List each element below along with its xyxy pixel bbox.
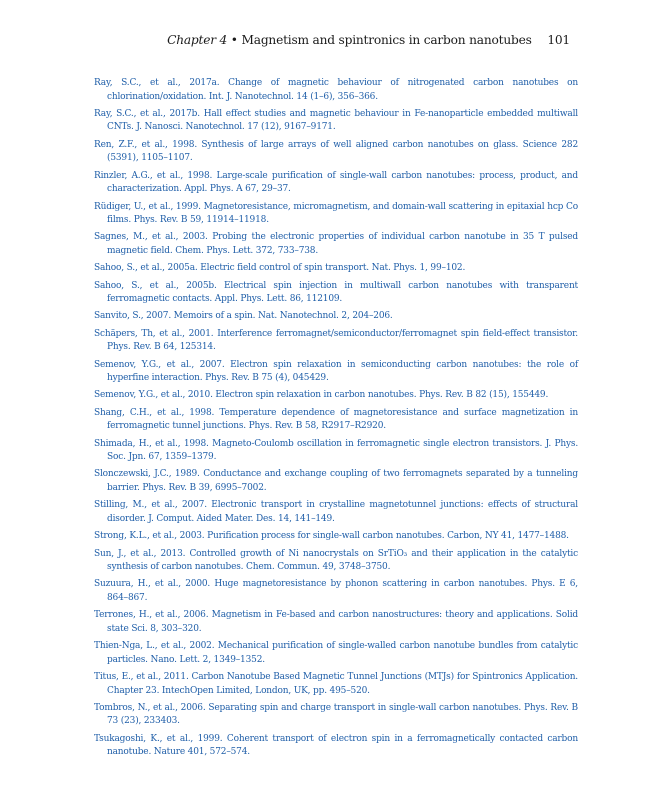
chapter-label: Chapter 4: [167, 33, 228, 47]
reference-item[interactable]: Rinzler, A.G., et al., 1998. Large-scale purification of single-wall carbon nanotubes: process, product, and characterization. Appl. Phys. A 67, 29–37.: [94, 170, 578, 195]
reference-item[interactable]: Slonczewski, J.C., 1989. Conductance and exchange coupling of two ferromagnets separated by a tunneling barrier. Phys. Rev. B 39, 6995–7002.: [94, 469, 578, 494]
reference-item[interactable]: Terrones, H., et al., 2006. Magnetism in Fe-based and carbon nanostructures: theory and applications. Solid state Sci. 8, 303–320.: [94, 610, 578, 634]
reference-item[interactable]: Sanvito, S., 2007. Memoirs of a spin. Nat. Nanotechnol. 2, 204–206.: [94, 311, 393, 322]
page-number: 101: [547, 33, 570, 47]
reference-item[interactable]: Shang, C.H., et al., 1998. Temperature dependence of magnetoresistance and surface magnetization in ferromagnetic tunnel junctions. Phys. Rev. B 58, R2917–R2920.: [94, 407, 578, 432]
reference-item[interactable]: Sun, J., et al., 2013. Controlled growth of Ni nanocrystals on SrTiO₃ and their application in the catalytic synthesis of carbon nanotubes. Chem. Commun. 49, 3748–3750.: [94, 548, 578, 573]
reference-list: [94, 77, 578, 764]
reference-item[interactable]: Rüdiger, U., et al., 1999. Magnetoresistance, micromagnetism, and domain-wall scattering in epitaxial hcp Co films. Phys. Rev. B 59, 11914–11918.: [94, 201, 578, 226]
reference-item[interactable]: Stilling, M., et al., 2007. Electronic transport in crystalline magnetotunnel junctions: effects of structural disorder. J. Comput. Aided Mater. Des. 14, 141–149.: [94, 500, 578, 524]
reference-item[interactable]: Ray, S.C., et al., 2017a. Change of magnetic behaviour of nitrogenated carbon nanotubes on chlorination/oxidation. Int. J. Nanotechnol. 14 (1–6), 356–366.: [94, 78, 578, 102]
reference-item[interactable]: Strong, K.L., et al., 2003. Purification process for single-wall carbon nanotubes. Carbon, NY 41, 1477–1488.: [94, 531, 569, 542]
running-header: [167, 33, 570, 47]
reference-item[interactable]: Thien-Nga, L., et al., 2002. Mechanical purification of single-walled carbon nanotube bundles from catalytic particles. Nano. Lett. 2, 1349–1352.: [94, 641, 578, 665]
chapter-title: Magnetism and spintronics in carbon nanotubes: [241, 33, 532, 47]
reference-item[interactable]: Tombros, N., et al., 2006. Separating spin and charge transport in single-wall carbon nanotubes. Phys. Rev. B 73 (23), 233403.: [94, 702, 578, 727]
reference-item[interactable]: Semenov, Y.G., et al., 2010. Electron spin relaxation in carbon nanotubes. Phys. Rev. B 82 (15), 155449.: [94, 390, 549, 401]
reference-item[interactable]: Ray, S.C., et al., 2017b. Hall effect studies and magnetic behaviour in Fe-nanoparticle embedded multiwall CNTs. J. Nanosci. Nanotechnol. 17 (12), 9167–9171.: [94, 108, 578, 133]
header-bullet: •: [230, 33, 238, 47]
reference-item[interactable]: Tsukagoshi, K., et al., 1999. Coherent transport of electron spin in a ferromagnetically contacted carbon nanotube. Nature 401, 572–574.: [94, 733, 578, 758]
reference-item[interactable]: Shimada, H., et al., 1998. Magneto-Coulomb oscillation in ferromagnetic single electron transistors. J. Phys. Soc. Jpn. 67, 1359–1379.: [94, 438, 578, 463]
reference-item[interactable]: Sahoo, S., et al., 2005a. Electric field control of spin transport. Nat. Phys. 1, 99–102.: [94, 263, 466, 274]
reference-item[interactable]: Ren, Z.F., et al., 1998. Synthesis of large arrays of well aligned carbon nanotubes on glass. Science 282 (5391), 1105–1107.: [94, 139, 578, 164]
reference-item[interactable]: Semenov, Y.G., et al., 2007. Electron spin relaxation in semiconducting carbon nanotubes: the role of hyperfine interaction. Phys. Rev. B 75 (4), 045429.: [94, 359, 578, 384]
reference-item[interactable]: Schäpers, Th, et al., 2001. Interference ferromagnet/semiconductor/ferromagnet spin field-effect transistor. Phys. Rev. B 64, 125314.: [94, 328, 578, 353]
reference-item[interactable]: Sahoo, S., et al., 2005b. Electrical spin injection in multiwall carbon nanotubes with transparent ferromagnetic contacts. Appl. Phys. Lett. 86, 112109.: [94, 280, 578, 305]
reference-item[interactable]: Sagnes, M., et al., 2003. Probing the electronic properties of individual carbon nanotube in 35 T pulsed magnetic field. Chem. Phys. Lett. 372, 733–738.: [94, 232, 578, 256]
reference-item[interactable]: Titus, E., et al., 2011. Carbon Nanotube Based Magnetic Tunnel Junctions (MTJs) for Spintronics Application. Chapter 23. IntechOpen Limited, London, UK, pp. 495–520.: [94, 672, 578, 696]
reference-item[interactable]: Suzuura, H., et al., 2000. Huge magnetoresistance by phonon scattering in carbon nanotubes. Phys. E 6, 864–867.: [94, 579, 578, 603]
